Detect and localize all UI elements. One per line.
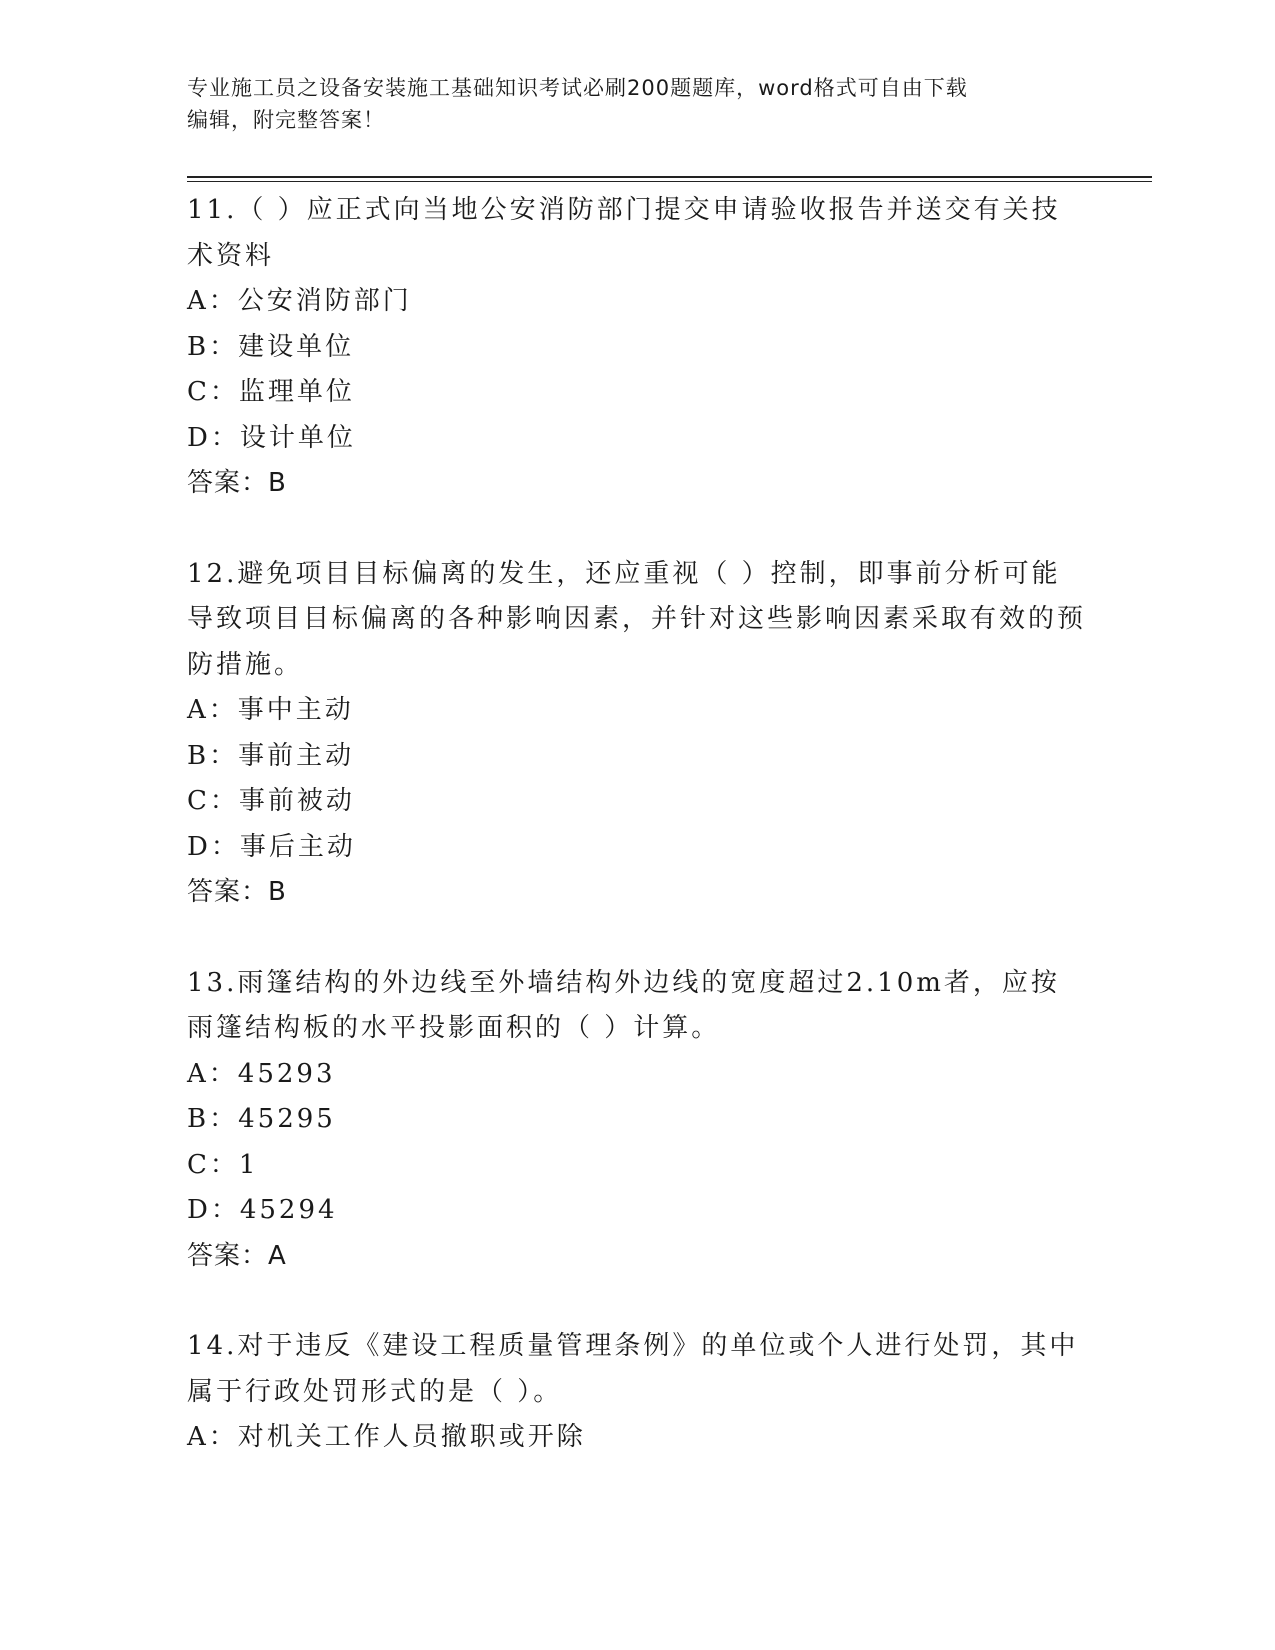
option-a: A：45293 xyxy=(187,1058,336,1089)
question-stem: 13.雨篷结构的外边线至外墙结构外边线的宽度超过2.10m者，应按雨篷结构板的水平投影面积的（ ）计算。 xyxy=(187,967,1060,1043)
option-c: C：1 xyxy=(187,1149,259,1180)
answer-text: 答案：B xyxy=(187,468,287,498)
answer-text: 答案：A xyxy=(187,1240,287,1271)
option-d: D：事后主动 xyxy=(187,831,356,862)
question-stem: 12.避免项目目标偏离的发生，还应重视（ ）控制，即事前分析可能导致项目目标偏离的各种影响因素，并针对这些影响因素采取有效的预防措施。 xyxy=(187,558,1087,680)
question-stem: 14.对于违反《建设工程质量管理条例》的单位或个人进行处罚，其中属于行政处罚形式的是（ ）。 xyxy=(187,1331,1079,1407)
option-b: B：45295 xyxy=(187,1104,336,1134)
answer-text: 答案：B xyxy=(187,877,287,907)
option-c: C：事前被动 xyxy=(187,786,355,816)
option-a: A：公安消防部门 xyxy=(187,286,412,316)
question-item xyxy=(187,552,1087,916)
option-b: B：建设单位 xyxy=(187,331,355,362)
option-d: D：设计单位 xyxy=(187,422,356,453)
header-line-1: 专业施工员之设备安装施工基础知识考试必刷200题题库，word格式可自由下载 xyxy=(187,76,968,100)
header-divider-thin xyxy=(187,181,1152,182)
option-c: C：监理单位 xyxy=(187,377,355,407)
option-a: A：事中主动 xyxy=(187,695,354,725)
document-header xyxy=(187,72,1087,136)
question-list xyxy=(187,188,1087,1461)
question-stem: 11.（ ）应正式向当地公安消防部门提交申请验收报告并送交有关技术资料 xyxy=(187,195,1061,271)
question-item xyxy=(187,188,1087,507)
question-item xyxy=(187,1324,1087,1461)
header-line-2: 编辑，附完整答案！ xyxy=(187,108,385,132)
option-a: A：对机关工作人员撤职或开除 xyxy=(187,1422,586,1452)
option-b: B：事前主动 xyxy=(187,740,355,771)
header-divider-thick xyxy=(187,176,1152,178)
question-item xyxy=(187,961,1087,1280)
option-d: D：45294 xyxy=(187,1195,338,1225)
